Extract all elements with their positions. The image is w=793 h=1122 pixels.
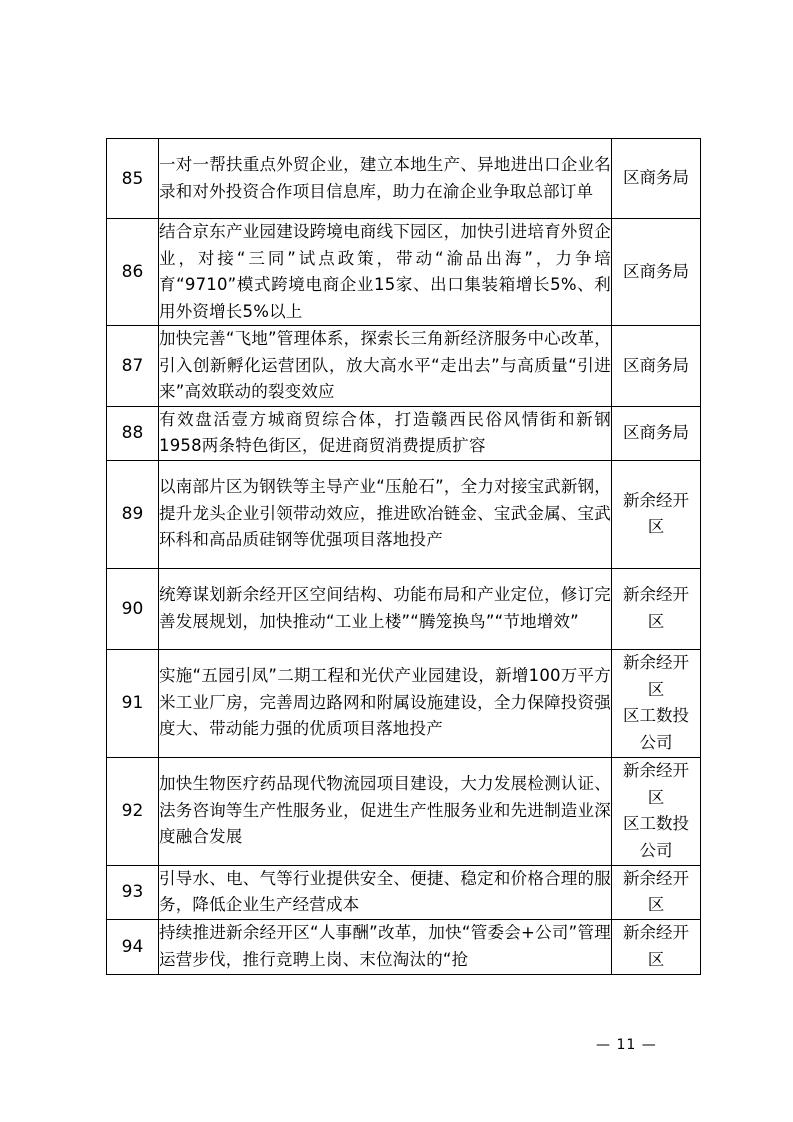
row-number: 89 [107,460,159,568]
row-number: 94 [107,919,159,974]
table-row [107,919,701,974]
department-line: 新余经开 [623,868,689,888]
page-number: — 11 — [596,1037,657,1053]
task-description: 引导水、电、气等行业提供安全、便捷、稳定和价格合理的服务，降低企业生产经营成本 [159,865,612,919]
table-row [107,219,701,326]
responsible-department [612,219,701,326]
department-line: 新余经开 [623,923,689,942]
department-line: 新余经开 [623,653,689,672]
department-line: 区 [647,611,665,631]
department-line: 新余经开 [623,585,689,604]
row-number: 87 [107,326,159,407]
row-number: 85 [107,139,159,219]
department-line: 区 [647,787,665,807]
responsible-department [612,568,701,649]
department-line: 新余经开 [623,761,689,780]
department-line: 区商务局 [623,355,689,375]
responsible-department [612,919,701,974]
responsible-department [612,406,701,460]
responsible-department [612,865,701,919]
row-number: 88 [107,406,159,460]
row-number: 92 [107,757,159,865]
department-line: 区商务局 [623,422,689,442]
responsible-department [612,460,701,568]
task-description: 一对一帮扶重点外贸企业，建立本地生产、异地进出口企业名录和对外投资合作项目信息库，助力在渝企业争取总部订单 [159,139,612,219]
table-row [107,757,701,865]
responsible-department [612,139,701,219]
table-row [107,649,701,757]
task-description: 持续推进新余经开区“人事酬”改革，加快“管委会+公司”管理运营步伐，推行竞聘上岗、末位淘汰的“抢 [159,919,612,974]
responsible-department [612,326,701,407]
department-line: 区工数投 [623,706,689,725]
task-table-body [107,139,701,975]
department-line: 区商务局 [623,168,689,188]
table-row [107,568,701,649]
department-line: 公司 [639,840,673,860]
row-number: 86 [107,219,159,326]
department-line: 新余经开 [623,490,689,510]
row-number: 90 [107,568,159,649]
department-line: 区 [647,517,665,536]
department-line: 区商务局 [623,261,689,281]
responsible-department [612,757,701,865]
table-row [107,865,701,919]
responsible-department [612,649,701,757]
department-line: 区 [647,949,665,969]
department-line: 区工数投 [623,814,689,833]
row-number: 91 [107,649,159,757]
department-line: 区 [647,679,665,699]
row-number: 93 [107,865,159,919]
task-description: 实施“五园引凤”二期工程和光伏产业园建设，新增100万平方米工业厂房，完善周边路网和附属设施建设，全力保障投资强度大、带动能力强的优质项目落地投产 [159,649,612,757]
table-row [107,406,701,460]
department-line: 区 [647,895,665,914]
task-description: 加快生物医疗药品现代物流园项目建设，大力发展检测认证、法务咨询等生产性服务业，促进生产性服务业和先进制造业深度融合发展 [159,757,612,865]
table-row [107,139,701,219]
task-table [106,138,701,975]
department-line: 公司 [639,732,673,752]
task-description: 加快完善“飞地”管理体系，探索长三角新经济服务中心改革，引入创新孵化运营团队，放大高水平“走出去”与高质量“引进来”高效联动的裂变效应 [159,326,612,407]
task-description: 结合京东产业园建设跨境电商线下园区，加快引进培育外贸企业，对接“三同”试点政策，带动“渝品出海”，力争培育“9710”模式跨境电商企业15家、出口集装箱增长5%、利用外资增长5%以上 [159,219,612,326]
table-row [107,460,701,568]
task-description: 统筹谋划新余经开区空间结构、功能布局和产业定位，修订完善发展规划，加快推动“工业上楼”“腾笼换鸟”“节地增效” [159,568,612,649]
table-row [107,326,701,407]
task-description: 有效盘活壹方城商贸综合体，打造赣西民俗风情街和新钢1958两条特色街区，促进商贸消费提质扩容 [159,406,612,460]
task-description: 以南部片区为钢铁等主导产业“压舱石”，全力对接宝武新钢，提升龙头企业引领带动效应，推进欧冶链金、宝武金属、宝武环科和高品质硅钢等优强项目落地投产 [159,460,612,568]
